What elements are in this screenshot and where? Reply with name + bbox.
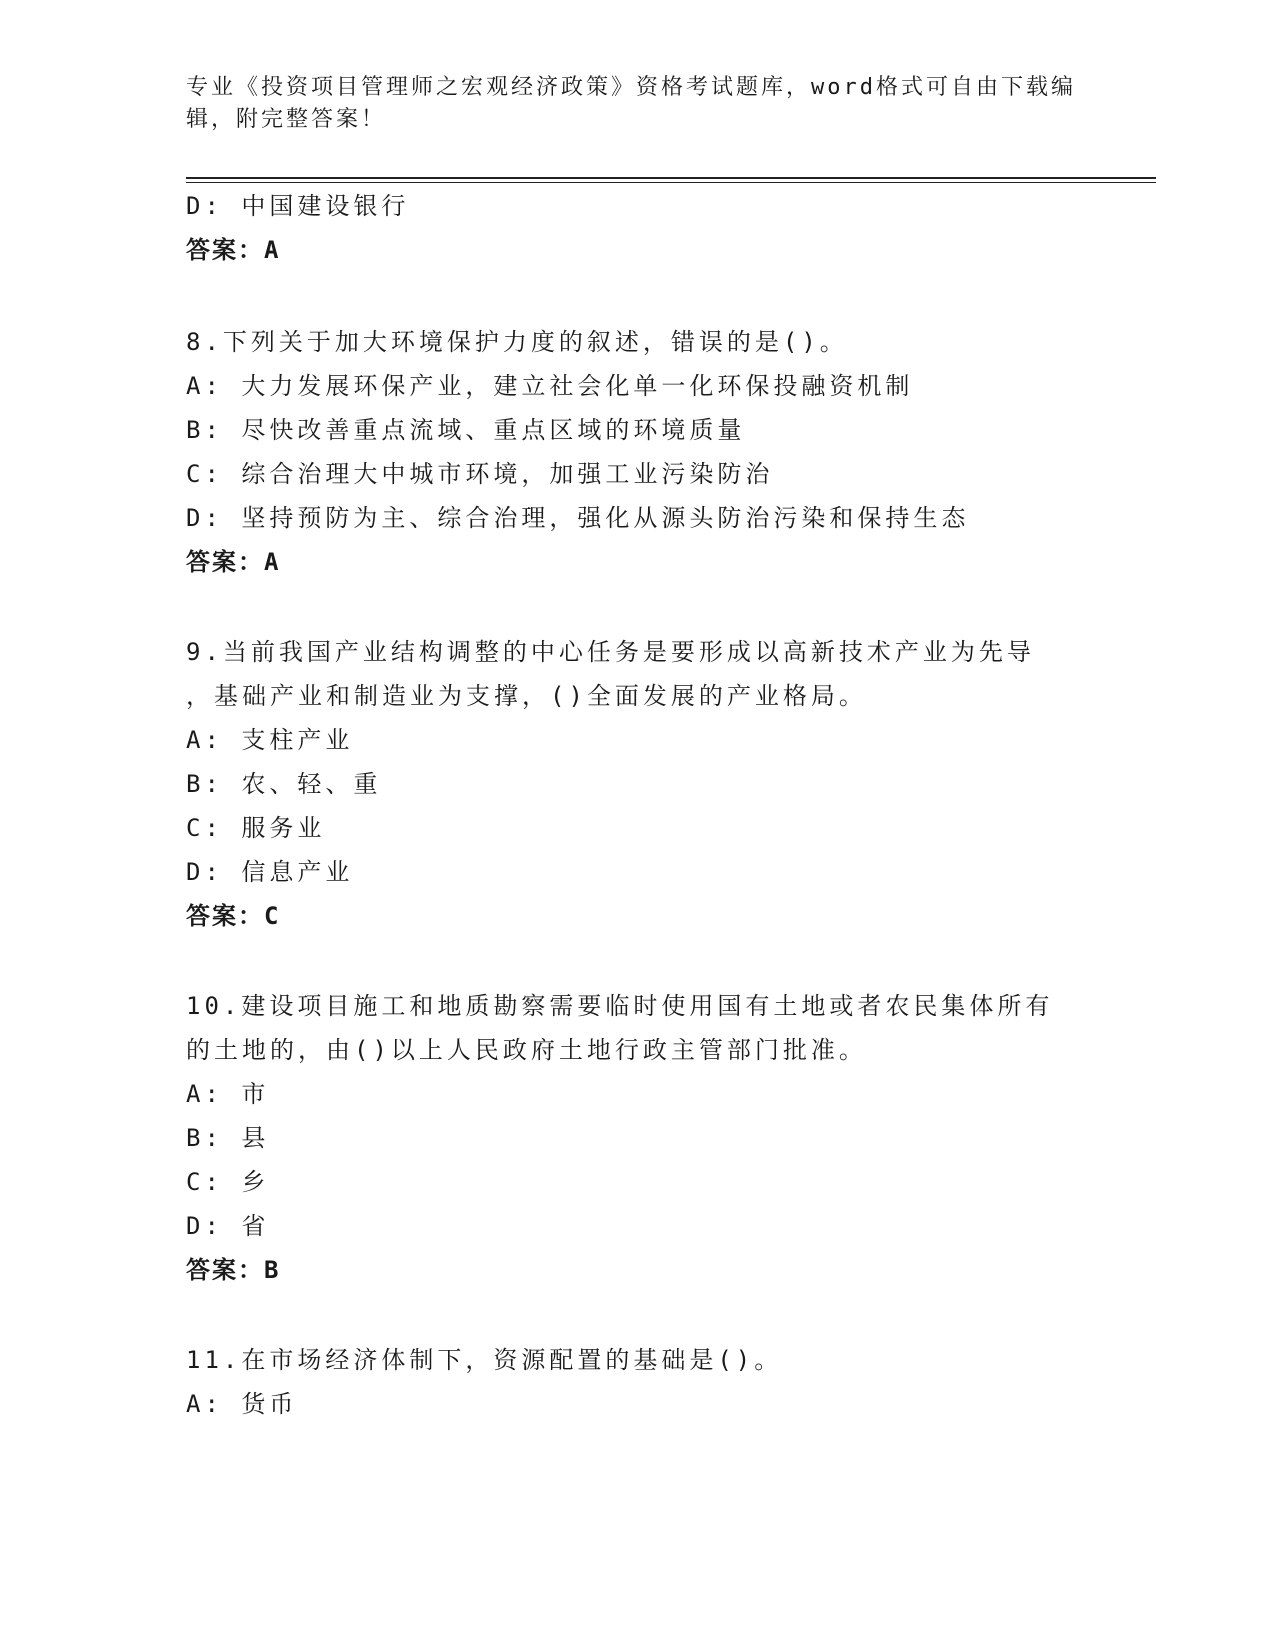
q9-answer: 答案：C <box>186 902 281 930</box>
header-divider-thick <box>186 177 1156 179</box>
q10-option-d: D: 省 <box>186 1212 270 1240</box>
carryover-answer: 答案：A <box>186 236 281 264</box>
q8-option-d: D: 坚持预防为主、综合治理，强化从源头防治污染和保持生态 <box>186 504 970 532</box>
carryover-option-d: D: 中国建设银行 <box>186 192 410 220</box>
q10-option-c: C: 乡 <box>186 1168 270 1196</box>
header-divider-thin <box>186 182 1156 183</box>
q10-option-a: A: 市 <box>186 1080 270 1108</box>
q9-stem-line-2: ，基础产业和制造业为支撑，()全面发展的产业格局。 <box>186 682 867 710</box>
header-line-2: 辑，附完整答案！ <box>186 107 387 132</box>
q9-option-a: A: 支柱产业 <box>186 726 354 754</box>
q10-stem-line-1: 10.建设项目施工和地质勘察需要临时使用国有土地或者农民集体所有 <box>186 992 1054 1020</box>
q10-stem-line-2: 的土地的，由()以上人民政府土地行政主管部门批准。 <box>186 1036 867 1064</box>
q10-answer: 答案：B <box>186 1256 281 1284</box>
q8-option-a: A: 大力发展环保产业，建立社会化单一化环保投融资机制 <box>186 372 914 400</box>
q9-option-c: C: 服务业 <box>186 814 326 842</box>
q10-option-b: B: 县 <box>186 1124 270 1152</box>
q9-option-d: D: 信息产业 <box>186 858 354 886</box>
q11-stem: 11.在市场经济体制下，资源配置的基础是()。 <box>186 1346 783 1374</box>
q8-option-b: B: 尽快改善重点流域、重点区域的环境质量 <box>186 416 746 444</box>
q9-stem-line-1: 9.当前我国产业结构调整的中心任务是要形成以高新技术产业为先导 <box>186 638 1035 666</box>
q8-option-c: C: 综合治理大中城市环境，加强工业污染防治 <box>186 460 774 488</box>
document-header <box>186 72 1076 136</box>
header-line-1: 专业《投资项目管理师之宏观经济政策》资格考试题库，word格式可自由下载编 <box>186 75 1076 100</box>
q9-option-b: B: 农、轻、重 <box>186 770 382 798</box>
q11-option-a: A: 货币 <box>186 1390 298 1418</box>
q8-stem: 8.下列关于加大环境保护力度的叙述，错误的是()。 <box>186 328 848 356</box>
q8-answer: 答案：A <box>186 548 281 576</box>
